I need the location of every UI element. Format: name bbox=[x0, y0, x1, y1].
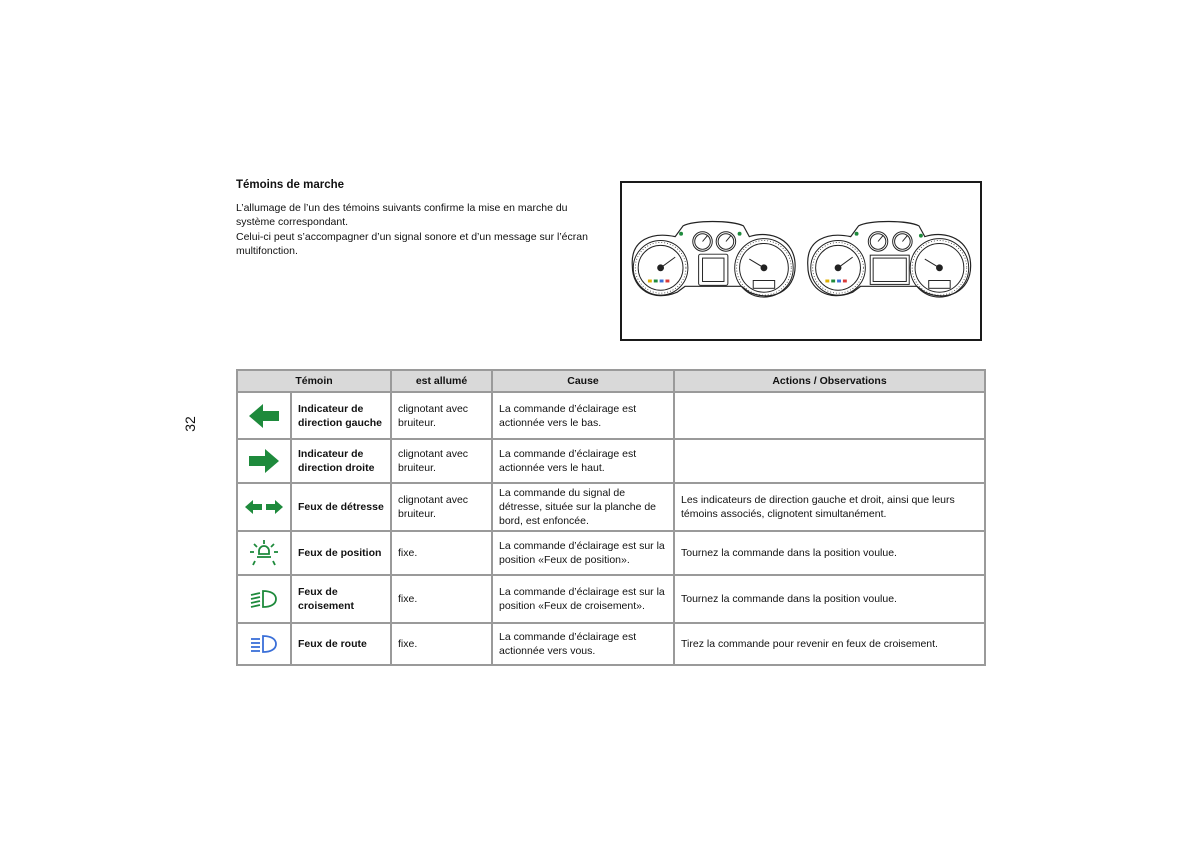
warning-lights-table bbox=[236, 369, 986, 666]
row-cause: La commande d’éclairage est actionnée vers vous. bbox=[492, 623, 674, 665]
row-action: Les indicateurs de direction gauche et droit, ainsi que leurs témoins associés, clignotent simultanément. bbox=[674, 483, 985, 531]
row-name: Indicateur de direction gauche bbox=[291, 392, 391, 439]
row-action bbox=[674, 439, 985, 483]
table-row bbox=[237, 575, 985, 623]
row-name: Feux de détresse bbox=[291, 483, 391, 531]
row-lit: clignotant avec bruiteur. bbox=[391, 439, 492, 483]
row-name: Feux de position bbox=[291, 531, 391, 575]
main-beam-icon bbox=[249, 633, 279, 655]
dipped-beam-icon bbox=[249, 588, 279, 610]
table-row bbox=[237, 483, 985, 531]
table-row bbox=[237, 392, 985, 439]
intro-text bbox=[236, 201, 608, 259]
position-lights-icon bbox=[249, 539, 279, 567]
table-header-row bbox=[237, 370, 985, 392]
row-cause: La commande d’éclairage est sur la position «Feux de croisement». bbox=[492, 575, 674, 623]
icon-cell bbox=[237, 623, 291, 665]
header-actions: Actions / Observations bbox=[674, 370, 985, 392]
header-cause: Cause bbox=[492, 370, 674, 392]
row-cause: La commande du signal de détresse, située sur la planche de bord, est enfoncée. bbox=[492, 483, 674, 531]
instrument-cluster-drawing bbox=[622, 183, 980, 339]
row-name: Indicateur de direction droite bbox=[291, 439, 391, 483]
icon-cell bbox=[237, 439, 291, 483]
intro-paragraph-1: L’allumage de l’un des témoins suivants confirme la mise en marche du système correspondant. bbox=[236, 202, 568, 228]
right-turn-arrow-icon bbox=[247, 447, 281, 475]
instrument-cluster-illustration bbox=[620, 181, 982, 341]
row-cause: La commande d’éclairage est actionnée vers le haut. bbox=[492, 439, 674, 483]
icon-cell bbox=[237, 483, 291, 531]
icon-cell bbox=[237, 575, 291, 623]
row-lit: fixe. bbox=[391, 575, 492, 623]
row-action: Tirez la commande pour revenir en feux de croisement. bbox=[674, 623, 985, 665]
row-name: Feux de croisement bbox=[291, 575, 391, 623]
row-lit: clignotant avec bruiteur. bbox=[391, 483, 492, 531]
icon-cell bbox=[237, 392, 291, 439]
intro-paragraph-2: Celui-ci peut s’accompagner d’un signal sonore et d’un message sur l’écran multifonction. bbox=[236, 231, 588, 257]
row-action: Tournez la commande dans la position voulue. bbox=[674, 531, 985, 575]
row-lit: fixe. bbox=[391, 531, 492, 575]
header-est-allume: est allumé bbox=[391, 370, 492, 392]
row-lit: fixe. bbox=[391, 623, 492, 665]
hazard-arrows-icon bbox=[244, 498, 284, 516]
page-number: 32 bbox=[182, 416, 198, 432]
row-cause: La commande d’éclairage est actionnée vers le bas. bbox=[492, 392, 674, 439]
left-turn-arrow-icon bbox=[247, 402, 281, 430]
row-name: Feux de route bbox=[291, 623, 391, 665]
row-cause: La commande d’éclairage est sur la position «Feux de position». bbox=[492, 531, 674, 575]
row-action: Tournez la commande dans la position voulue. bbox=[674, 575, 985, 623]
table-row bbox=[237, 439, 985, 483]
table-row bbox=[237, 623, 985, 665]
row-lit: clignotant avec bruiteur. bbox=[391, 392, 492, 439]
section-title: Témoins de marche bbox=[236, 179, 345, 191]
row-action bbox=[674, 392, 985, 439]
header-temoin: Témoin bbox=[237, 370, 391, 392]
table-row bbox=[237, 531, 985, 575]
icon-cell bbox=[237, 531, 291, 575]
